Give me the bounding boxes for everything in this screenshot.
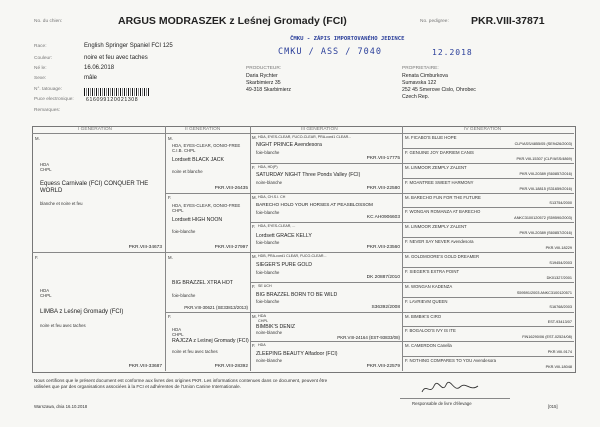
g4-name: M. FICABO'S BLUE HOPE — [405, 135, 457, 140]
owner-line: Czech Rep. — [402, 94, 430, 100]
g4-registration: PKR.VIII-15307 (CLP/ASS/4869) — [516, 157, 572, 161]
g3-titles: HDA — [258, 343, 266, 347]
g3-name: NIGHT PRINCE Avendesora — [256, 142, 322, 148]
g4-name: F. NEVER SAY NEVER Avendesora — [405, 239, 474, 244]
g3-titles: HDA, CH.S.I. CH — [258, 195, 286, 199]
g4-registration: DK01327/2001 — [546, 276, 572, 280]
g4-registration: PKR.VIII-18229 — [545, 246, 572, 250]
g3-colour: noire-blanche — [256, 358, 283, 363]
g3-registration: PKR.VIII-22579 — [366, 364, 400, 369]
g3-colour: foie-blanche — [256, 240, 280, 245]
signature — [420, 380, 480, 398]
g2-sex: M. — [168, 255, 173, 260]
g4-name: M. CAMERDON Canella — [405, 343, 452, 348]
pedigree-number-label: No. pedigree: — [420, 19, 449, 24]
g4-name: M. LINMOOR ZEMPLY ZALENT — [405, 224, 467, 229]
breeder-line: Skarbimierz 35 — [246, 80, 281, 86]
sire-name: Equess Carnivale (FCI) CONQUER THE WORLD — [40, 181, 149, 194]
dam-sex: F. — [35, 255, 39, 260]
g3-colour: foie-blanche — [256, 150, 280, 155]
g2-colour: noire et feu avec taches — [172, 349, 218, 354]
g3-colour: foie-blanche — [256, 210, 280, 215]
g3-registration: PKR.VIII-22580 — [366, 186, 400, 191]
g3-titles: HDA, EYES-CLEAR, FUCO-CLEAR, PRA-cord1 CLEAR... — [258, 135, 352, 139]
g2-name: Lordsett BLACK JACK — [172, 157, 224, 163]
g2-titles: HDA CHPL — [172, 327, 184, 337]
g3-registration: DK 20887/2010 — [366, 275, 400, 280]
import-stamp-date: 12.2018 — [432, 48, 473, 57]
chip-number: 616099120021308 — [86, 97, 139, 103]
g3-colour: noire-blanche — [256, 180, 283, 185]
g4-registration: S19454/2003 — [549, 261, 572, 265]
sire-sex: M. — [35, 136, 40, 141]
generation-3-header: III GENERATION — [301, 127, 338, 132]
chip-barcode — [84, 88, 150, 96]
g3-sex: F. — [252, 284, 256, 289]
g4-registration: CLP/ASS/4855/05 (SE9426/2003) — [514, 142, 572, 146]
g2-registration: PKR.VIII-27997 — [214, 245, 248, 250]
g3-registration: PKR.VIII-24164 (EST-93833/08) — [337, 335, 400, 340]
g3-sex: F. — [252, 224, 256, 229]
chip-label: Puce electronique: — [34, 97, 74, 102]
owner-line: Renata Cimburkova — [402, 73, 448, 79]
sire-title: HDA — [40, 162, 50, 167]
g3-registration: PKR.VIII-23560 — [366, 245, 400, 250]
g4-name: F. SIEGER'S EXTRA POINT — [405, 269, 460, 274]
owner-line: 252 45 Smerove Cislo, Ohrobec — [402, 87, 476, 93]
g3-name: SIEGER'S PURE GOLD — [256, 262, 313, 268]
g3-titles: HDA, HD(P) — [258, 165, 278, 169]
g4-registration: EST-93413/07 — [547, 320, 572, 324]
sire-title: CHPL — [40, 167, 52, 172]
colour: noire et feu avec taches — [84, 55, 148, 61]
g2-registration: PKR.VIII-30621 (SE33813/2013) — [184, 305, 248, 310]
owner-line: Sumavska 122 — [402, 80, 437, 86]
g2-colour: foie-blanche — [172, 229, 196, 234]
g4-registration: PKR.VIII-18815 (S31659/2016) — [519, 187, 572, 191]
generation-1-header: I GENERATION — [78, 127, 113, 132]
sire-colour: blanche et noire et feu — [40, 201, 83, 206]
g2-registration: PKR.VIII-28392 — [214, 364, 248, 369]
dam-title: HDA — [40, 288, 50, 293]
g4-name: F. NOTHING COMPARES TO YOU Avendesora — [405, 358, 497, 363]
g2-sex: F. — [168, 314, 172, 319]
g4-name: M. GOLDMOORE'S GOLD DREAMER — [405, 254, 480, 259]
g4-registration: ANKC3100120572 (S59590/2003) — [514, 216, 572, 220]
birth-label: Né le: — [34, 66, 47, 71]
dam-title: CHPL — [40, 293, 52, 298]
g4-name: F. WONGAN ROMANZA AT BARECHO — [405, 209, 481, 214]
g4-registration: S13754/2000 — [549, 201, 572, 205]
g3-colour: foie-blanche — [256, 299, 280, 304]
g3-titles: HDA CHPL — [258, 314, 269, 323]
g4-name: M. LINMOOR ZEMPLY ZALENT — [405, 165, 467, 170]
g4-name: M. BIMBIK'S CIRO — [405, 314, 442, 319]
breeder-line: 49-318 Skarbimierz — [246, 87, 291, 93]
import-stamp-title: ČMKU - ZÁPIS IMPORTOVANÉHO JEDINCE — [290, 36, 405, 42]
g3-titles: SE UCH — [258, 284, 272, 288]
birth-date: 16.06.2018 — [84, 65, 115, 71]
g2-colour: noire et blanche — [172, 169, 203, 174]
issue-city-date: Warszawa, dnia 16.10.2018 — [34, 404, 88, 409]
dog-name: ARGUS MODRASZEK z Leśnej Gromady (FCI) — [118, 15, 347, 27]
sex-label: Sexe: — [34, 76, 47, 81]
g3-sex: M. — [252, 254, 257, 259]
g3-registration: KC AH0906603 — [366, 215, 400, 220]
tattoo-label: N°. tatouage: — [34, 87, 63, 92]
g4-name: M. BARECHO FUN FOR THE FUTURE — [405, 195, 481, 200]
dam-name: LIMBA z Leśnej Gromady (FCI) — [40, 309, 124, 315]
dog-name-label: No. du chien: — [34, 19, 63, 24]
dam-registration: PKR.VIII-33687 — [128, 364, 162, 369]
g2-titles: HDA, EYES-CLEAR, GONIO-FREE C.I.B. CHPL — [172, 143, 241, 153]
sire-registration: PKR.VIII-34673 — [128, 245, 162, 250]
g2-name: Lordsett HIGH NOON — [172, 217, 223, 223]
generation-4-header: IV GENERATION — [464, 127, 502, 132]
g3-registration: S36392/2008 — [371, 305, 400, 310]
g3-colour: foie-blanche — [256, 270, 280, 275]
g4-registration: PKR.VIII-20389 (S60857/2016) — [519, 172, 572, 176]
import-stamp-number: CMKU / ASS / 7040 — [278, 47, 382, 57]
page-code: [015] — [548, 404, 558, 409]
dam-colour: noire et feu avec taches — [40, 323, 86, 328]
g2-colour: foie-blanche — [172, 293, 196, 298]
breeder-line: Daria Rychter — [246, 73, 278, 79]
responsible-signature-label: Responsable de livre d'élevage — [412, 401, 472, 406]
g3-name: Lordsett GRACE KELLY — [256, 233, 312, 239]
remarks-label: Remarques: — [34, 108, 61, 113]
certification-text: Nous certifions que le présent document est conforme aux livres des origines PKR. Les informations contenues dans ce document, peuvent être utilisées que par des organisations associées à la FCI et adhérentes de l'Union Canine Internationale. — [34, 378, 328, 389]
g4-name: F. BOGALOO'S IVY IS ITE — [405, 328, 456, 333]
g4-name: M. WONGAN KADENZA — [405, 284, 453, 289]
g3-sex: M. — [252, 135, 257, 140]
g3-name: BARECHO HOLD YOUR HORSES AT PEASBLOSSOM — [256, 202, 373, 207]
g4-registration: S59591/2003 ANKC3100120571 — [516, 291, 572, 295]
g2-name: RAJCZA z Leśnej Gromady (FCI) — [172, 338, 249, 344]
g3-name: BIMBIK'S DENIZ — [256, 324, 296, 330]
g4-name: F. GENUINE JOY DARRIEM CANIS — [405, 150, 474, 155]
g4-registration: PKR.VIII-9174 — [547, 350, 572, 354]
breeder-label: PRODUCTEUR: — [246, 66, 282, 71]
g4-registration: PKR.VIII-18048 — [545, 365, 572, 369]
g3-name: SATURDAY NIGHT Three Ponds Valley (FCI) — [256, 172, 361, 178]
g2-name: BIG BRAZZEL XTRA HOT — [172, 280, 233, 286]
g2-sex: M. — [168, 136, 173, 141]
g4-name: F. LAVRIEVM QUEEN — [405, 299, 448, 304]
colour-label: Couleur: — [34, 56, 53, 61]
g3-sex: F. — [252, 343, 256, 348]
g3-sex: F. — [252, 165, 256, 170]
g2-registration: PKR.VIII-26435 — [214, 186, 248, 191]
pedigree-number: PKR.VIII-37871 — [471, 15, 545, 27]
g2-titles: HDA, EYES-CLEAR, GONIO-FREE CHPL — [172, 203, 241, 213]
g4-registration: S16768/2003 — [549, 305, 572, 309]
g4-name: F. MOANTREE SWEET HARMONY — [405, 180, 474, 185]
g3-sex: M. — [252, 314, 257, 319]
g4-registration: PKR.VIII-20389 (S60857/2016) — [519, 231, 572, 235]
breed-label: Race: — [34, 44, 47, 49]
g4-registration: FIN16290/06 (EST-02524/08) — [522, 335, 572, 339]
g3-registration: PKR.VIII-17775 — [366, 156, 400, 161]
g3-titles: HDB, PRA-cord1 CLEAR, FUCO-CLEAR... — [258, 254, 327, 258]
g3-name: ZLEEPING BEAUTY Alfadoor (FCI) — [256, 351, 338, 357]
g3-sex: M. — [252, 195, 257, 200]
sex: mâle — [84, 75, 98, 81]
owner-label: PROPRIETAIRE: — [402, 66, 439, 71]
g3-colour: noire-blanche — [256, 330, 283, 335]
g2-sex: F. — [168, 195, 172, 200]
g3-name: BIG BRAZZEL BORN TO BE WILD — [256, 292, 338, 298]
generation-2-header: II GENERATION — [185, 127, 221, 132]
breed: English Springer Spaniel FCI 125 — [84, 43, 173, 49]
g3-titles: HDA, EYES-CLEAR, ... — [258, 224, 296, 228]
